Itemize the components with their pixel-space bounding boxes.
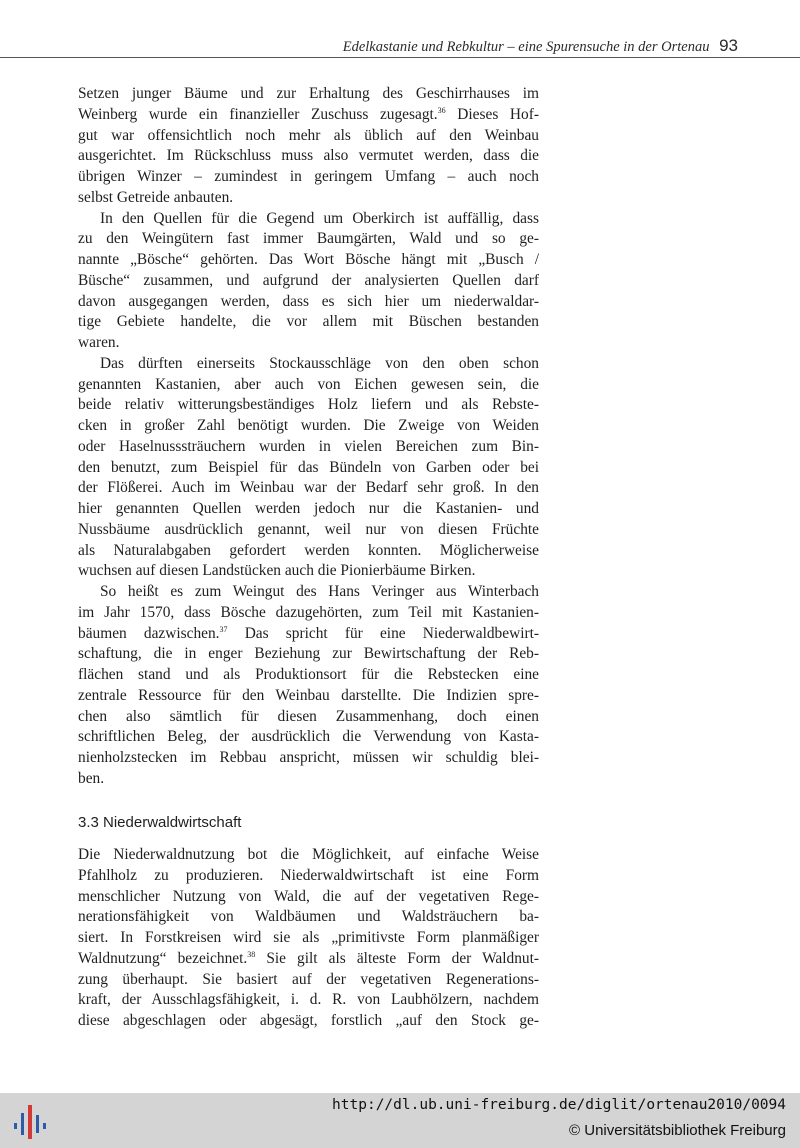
- text-line: [78, 970, 539, 991]
- text-line-continuation: Sie gilt als älteste Form der Waldnut-: [255, 949, 539, 967]
- body-text-block-1: [78, 84, 539, 790]
- text-line-content: beide relativ witterungsbeständiges Holz liefern und als Rebste-: [78, 396, 539, 414]
- text-line-content: bäumen dazwischen.: [78, 624, 220, 642]
- text-line-content: kraft, der Ausschlagsfähigkeit, i. d. R. von Laubhölzern, nachdem: [78, 991, 539, 1009]
- text-line: [78, 582, 539, 603]
- text-line: [78, 395, 539, 416]
- footnote-marker: 38: [247, 949, 256, 959]
- body-text-block-2: [78, 845, 539, 1032]
- text-line: [78, 665, 539, 686]
- text-line: [78, 603, 539, 624]
- text-line-content: nannte „Bösche“ gehörten. Das Wort Bösche hängt mit „Busch /: [78, 251, 539, 268]
- text-line-content: übrigen Winzer – zumindest in geringem Umfang – auch noch: [78, 168, 539, 185]
- text-line-content: gut war offensichtlich noch mehr als üblich auf den Weinbau: [78, 126, 539, 144]
- text-line: [78, 437, 539, 458]
- text-line-content: diese abgeschlagen oder abgesägt, forstlich „auf den Stock ge-: [78, 1012, 539, 1029]
- text-line: [78, 458, 539, 479]
- text-line: [78, 312, 539, 333]
- text-line: [78, 1011, 539, 1032]
- text-line: [78, 375, 539, 396]
- text-line-continuation: Das spricht für eine Niederwaldbewirt-: [227, 624, 539, 642]
- text-line: [78, 416, 539, 437]
- footer-copyright: © Universitätsbibliothek Freiburg: [569, 1122, 786, 1139]
- footnote-marker: 36: [437, 105, 446, 115]
- footer-url-link[interactable]: http://dl.ub.uni-freiburg.de/diglit/ortenau2010/0094: [332, 1097, 786, 1113]
- text-line-content: zung überhaupt. Sie basiert auf der vegetativen Regenerations-: [78, 970, 539, 988]
- text-line: [78, 907, 539, 928]
- text-line: [78, 769, 539, 790]
- text-line: [78, 707, 539, 728]
- text-line: [78, 126, 539, 147]
- text-line-content: Pfahlholz zu produzieren. Niederwaldwirtschaft ist eine Form: [78, 866, 539, 884]
- text-line-content: Das dürften einerseits Stockausschläge von den oben schon: [100, 354, 539, 372]
- text-line-content: waren.: [78, 334, 120, 351]
- text-line-content: nerationsfähigkeit von Waldbäumen und Waldsträuchern ba-: [78, 908, 539, 926]
- text-line: [78, 866, 539, 887]
- text-line-content: Weinberg wurde ein finanzieller Zuschuss zugesagt.: [78, 105, 438, 123]
- text-line-content: siert. In Forstkreisen wird sie als „primitivste Form planmäßiger: [78, 929, 539, 946]
- library-logo-icon: [12, 1101, 52, 1141]
- running-head-title: Edelkastanie und Rebkultur – eine Spurensuche in der Ortenau: [342, 39, 710, 55]
- footer-bar: [0, 1093, 800, 1148]
- section-heading: 3.3 Niederwaldwirtschaft: [78, 814, 242, 831]
- text-line-content: Nussbäume ausdrücklich genannt, weil nur von diesen Früchte: [78, 520, 539, 538]
- text-line: [78, 84, 539, 105]
- text-line-continuation: Dieses Hof-: [445, 105, 539, 123]
- text-line-content: als Naturalabgaben gefordert werden konnten. Möglicherweise: [78, 541, 539, 559]
- text-line-content: im Jahr 1570, dass Bösche dazugehörten, zum Teil mit Kastanien-: [78, 603, 539, 621]
- text-line-content: schaftung, die in enger Beziehung zur Bewirtschaftung der Reb-: [78, 645, 539, 663]
- text-line-content: zentrale Ressource für den Weinbau darstellte. Die Indizien spre-: [78, 686, 539, 704]
- text-line: [78, 520, 539, 541]
- text-line-content: Büsche“ zusammen, und aufgrund der analysierten Quellen darf: [78, 271, 539, 289]
- text-line: [78, 624, 539, 645]
- text-line-content: Die Niederwaldnutzung bot die Möglichkeit, auf einfache Weise: [78, 846, 539, 863]
- text-line-content: chen also sämtlich für diesen Zusammenhang, doch einen: [78, 707, 539, 725]
- text-line-content: selbst Getreide anbauten.: [78, 188, 234, 206]
- text-line-content: tige Gebiete handelte, die vor allem mit Büschen bestanden: [78, 313, 539, 331]
- text-line-content: In den Quellen für die Gegend um Oberkirch ist auffällig, dass: [100, 209, 539, 227]
- text-line: [78, 644, 539, 665]
- text-line: [78, 686, 539, 707]
- text-line: [78, 146, 539, 167]
- text-line-content: der Flößerei. Auch im Weinbau war der Bedarf sehr groß. In den: [78, 479, 539, 497]
- text-line-content: genannten Kastanien, aber auch von Eichen gewesen sein, die: [78, 375, 539, 393]
- footnote-marker: 37: [219, 624, 228, 634]
- header-rule: [0, 57, 800, 58]
- running-head: [0, 36, 738, 56]
- text-line-content: zu den Weingütern fast immer Baumgärten, Wald und so ge-: [78, 230, 539, 248]
- text-line-content: wuchsen auf diesen Landstücken auch die Pionierbäume Birken.: [78, 562, 476, 580]
- text-line-content: den benutzt, zum Beispiel für das Bündeln von Garben oder bei: [78, 458, 539, 476]
- text-line-content: Setzen junger Bäume und zur Erhaltung des Geschirrhauses im: [78, 85, 539, 102]
- text-line-content: Waldnutzung“ bezeichnet.: [78, 949, 248, 967]
- page-number: 93: [719, 36, 738, 55]
- text-line: [78, 478, 539, 499]
- text-line-content: hier genannten Quellen werden jedoch nur die Kastanien- und: [78, 500, 539, 517]
- text-line: [78, 167, 539, 188]
- text-line: [78, 928, 539, 949]
- text-line: [78, 845, 539, 866]
- text-line: [78, 887, 539, 908]
- text-line: [78, 748, 539, 769]
- text-line-content: davon ausgegangen werden, dass es sich hier um niederwaldar-: [78, 292, 539, 310]
- text-line: [78, 229, 539, 250]
- text-line: [78, 561, 539, 582]
- text-line-content: menschlicher Nutzung von Wald, die auf der vegetativen Rege-: [78, 887, 539, 905]
- text-line: [78, 949, 539, 970]
- text-line: [78, 250, 539, 271]
- text-line-content: cken in großer Zahl benötigt wurden. Die Zweige von Weiden: [78, 417, 539, 434]
- text-line: [78, 209, 539, 230]
- text-line-content: ausgerichtet. Im Rückschluss muss also vermutet werden, dass die: [78, 147, 539, 165]
- text-line: [78, 105, 539, 126]
- text-line: [78, 271, 539, 292]
- text-line: [78, 354, 539, 375]
- text-line-content: oder Haselnusssträuchern wurden in vielen Bereichen zum Bin-: [78, 437, 539, 455]
- text-line-content: flächen stand und als Produktionsort für die Rebstecken eine: [78, 666, 539, 683]
- text-line: [78, 990, 539, 1011]
- text-line: [78, 333, 539, 354]
- text-line-content: ben.: [78, 769, 105, 787]
- text-line: [78, 541, 539, 562]
- text-line-content: nienholzstecken im Rebbau anspricht, müssen wir schuldig blei-: [78, 749, 539, 766]
- text-line-content: schriftlichen Beleg, der ausdrücklich die Verwendung von Kasta-: [78, 728, 539, 746]
- text-line: [78, 188, 539, 209]
- text-line: [78, 727, 539, 748]
- text-line: [78, 499, 539, 520]
- text-line: [78, 292, 539, 313]
- text-line-content: So heißt es zum Weingut des Hans Veringer aus Winterbach: [100, 583, 539, 600]
